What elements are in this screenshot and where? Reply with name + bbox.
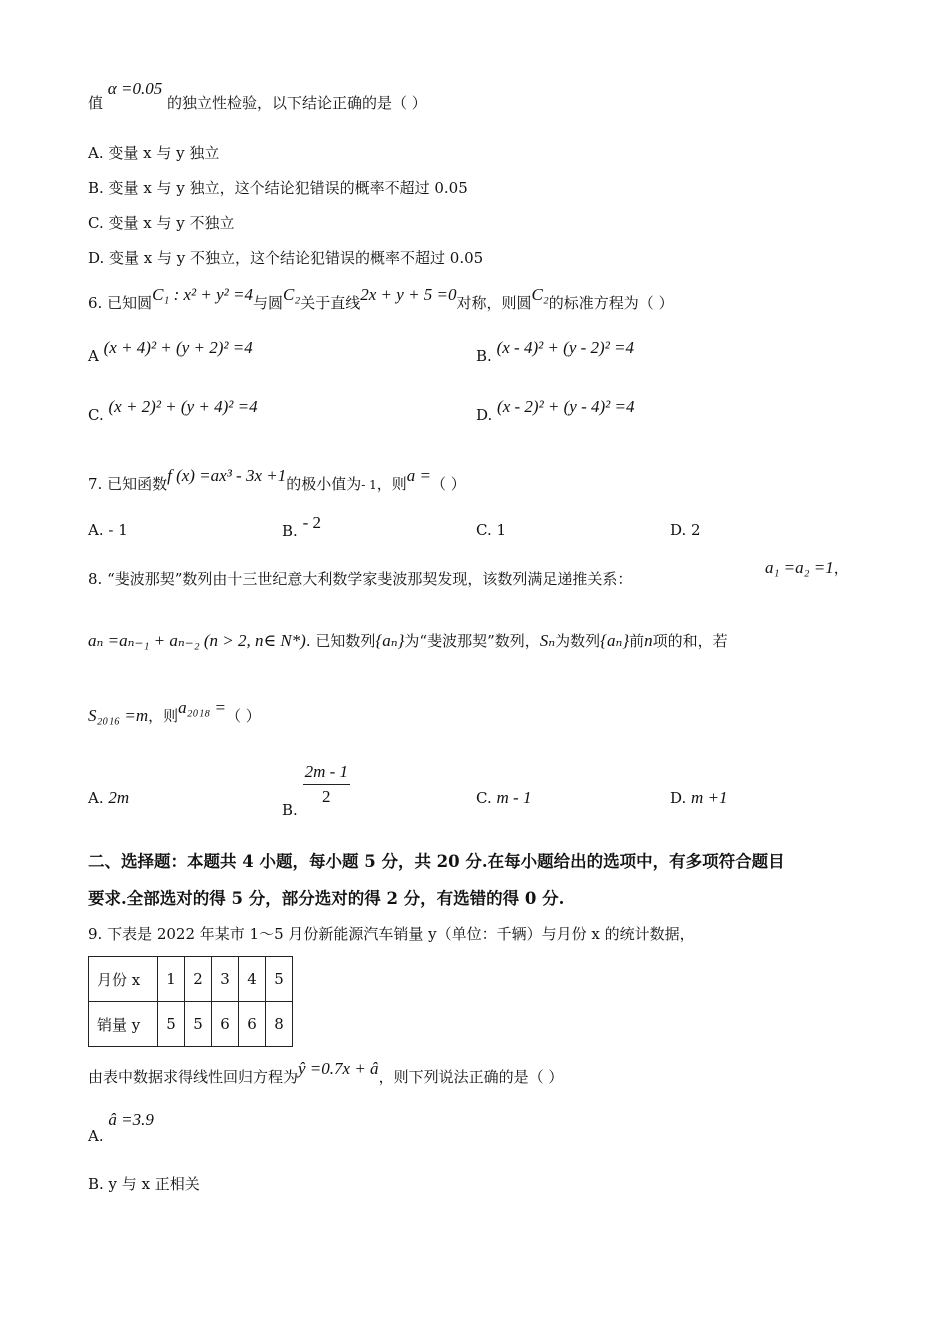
- table-row-label: 月份 x: [89, 957, 158, 1002]
- table-cell: 4: [239, 957, 266, 1002]
- q6-option-d: D. (x - 2)² + (y - 4)² =4: [476, 397, 635, 424]
- table-cell: 2: [185, 957, 212, 1002]
- table-cell: 5: [185, 1002, 212, 1047]
- table-cell: 6: [239, 1002, 266, 1047]
- q8-option-c: C. m - 1: [476, 788, 532, 807]
- table-cell: 5: [266, 957, 293, 1002]
- table-cell: 8: [266, 1002, 293, 1047]
- section2-heading-line1: 二、选择题：本题共 4 小题，每小题 5 分，共 20 分.在每小题给出的选项中，有多项符合题目: [88, 852, 785, 871]
- q5-stem: 值 α =0.05 的独立性检验，以下结论正确的是（ ）: [88, 79, 427, 112]
- q5-option-b: B. 变量 x 与 y 独立，这个结论犯错误的概率不超过 0.05: [88, 179, 468, 197]
- table-row: [89, 1002, 293, 1047]
- q5-option-d: D. 变量 x 与 y 不独立，这个结论犯错误的概率不超过 0.05: [88, 249, 484, 267]
- table-row: [89, 957, 293, 1002]
- q8-stem-line2: aₙ =aₙ₋₁ + aₙ₋₂ (n > 2, n∈ N*). 已知数列{aₙ}为“斐波那契”数列，Sₙ为数列{aₙ}前n项的和，若: [88, 631, 728, 650]
- q9-stem: 9. 下表是 2022 年某市 1～5 月份新能源汽车销量 y（单位：千辆）与月份 x 的统计数据，: [88, 925, 695, 943]
- q7-option-d: D. 2: [670, 521, 701, 539]
- section2-heading-line2: 要求.全部选对的得 5 分，部分选对的得 2 分，有选错的得 0 分.: [88, 889, 565, 908]
- q6-option-a: A (x + 4)² + (y + 2)² =4: [88, 338, 253, 365]
- table-cell: 3: [212, 957, 239, 1002]
- q5-alpha: α =0.05: [107, 79, 163, 98]
- q8-stem-line1: 8. “斐波那契”数列由十三世纪意大利数学家斐波那契发现，该数列满足递推关系：: [88, 570, 633, 588]
- q9-regression-line: 由表中数据求得线性回归方程为ŷ =0.7x + â，则下列说法正确的是（ ）: [88, 1059, 564, 1086]
- table-cell: 6: [212, 1002, 239, 1047]
- q8-option-b-fraction: $\frac{2m - 1}{2}$: [304, 762, 349, 806]
- q8-option-a: A. 2m: [88, 788, 130, 807]
- q7-stem: 7. 已知函数f (x) =ax³ - 3x +1的极小值为- 1，则a =（ ）: [88, 466, 466, 493]
- q8-option-b: B. $\frac{2m - 1}{2}$: [282, 762, 349, 819]
- q9-option-a: A. â =3.9: [88, 1110, 154, 1145]
- table-cell: 5: [158, 1002, 185, 1047]
- q6-option-b: B. (x - 4)² + (y - 2)² =4: [476, 338, 635, 365]
- q9-data-table: [88, 956, 293, 1047]
- q7-option-a: A. - 1: [88, 521, 128, 539]
- q6-option-c: C. (x + 2)² + (y + 4)² =4: [88, 397, 258, 424]
- q9-option-b: B. y 与 x 正相关: [88, 1175, 200, 1193]
- q5-option-a: A. 变量 x 与 y 独立: [88, 144, 220, 162]
- table-cell: 1: [158, 957, 185, 1002]
- q8-stem-line3: S₂₀₁₆ =m，则a₂₀₁₈ =（ ）: [88, 698, 261, 725]
- q5-option-c: C. 变量 x 与 y 不独立: [88, 214, 235, 232]
- q8-initial-terms: a₁ =a₂ =1，: [765, 558, 849, 577]
- q7-option-c: C. 1: [476, 521, 507, 539]
- q6-stem: 6. 已知圆C₁ : x² + y² =4与圆C₂关于直线2x + y + 5 =0对称，则圆C₂的标准方程为（ ）: [88, 285, 674, 312]
- table-row-label: 销量 y: [89, 1002, 158, 1047]
- q7-option-b: B. - 2: [282, 513, 321, 540]
- q8-option-d: D. m +1: [670, 788, 728, 807]
